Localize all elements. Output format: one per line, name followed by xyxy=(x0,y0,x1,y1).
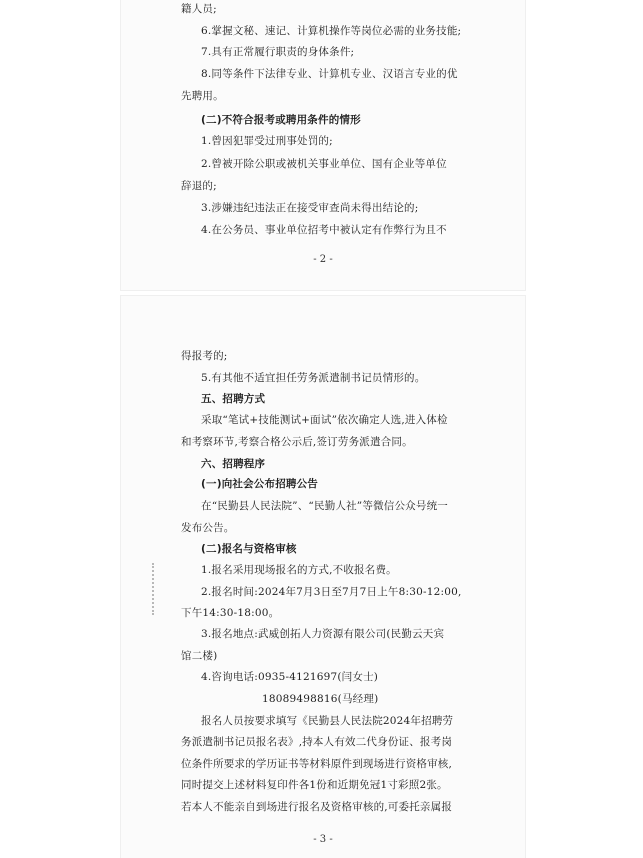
document-page-3 xyxy=(121,296,525,858)
text-line: 采取“笔试+技能测试+面试”依次确定人选,进入体检 xyxy=(201,414,448,426)
text-line: 辞退的; xyxy=(181,180,217,192)
page-number: - 2 - xyxy=(313,254,333,265)
text-line: 3.涉嫌违纪违法正在接受审查尚未得出结论的; xyxy=(201,202,419,214)
text-line: 1.报名采用现场报名的方式,不收报名费。 xyxy=(201,564,397,576)
text-line: 18089498816(马经理) xyxy=(262,693,379,705)
text-line: 先聘用。 xyxy=(181,90,224,102)
text-line: 若本人不能亲自到场进行报名及资格审核的,可委托亲属报 xyxy=(181,801,453,813)
section-heading: 六、招聘程序 xyxy=(201,458,266,470)
document-page-2 xyxy=(121,0,525,290)
text-line: 8.同等条件下法律专业、计算机专业、汉语言专业的优 xyxy=(201,68,458,80)
text-line: 得报考的; xyxy=(181,350,228,362)
section-heading: (二)报名与资格审核 xyxy=(201,543,297,555)
text-line: 1.曾因犯罪受过刑事处罚的; xyxy=(201,135,333,147)
text-line: 在“民勤县人民法院”、“民勤人社”等微信公众号统一 xyxy=(201,500,448,512)
page-number: - 3 - xyxy=(313,834,333,845)
section-heading: (一)向社会公布招聘公告 xyxy=(201,478,318,490)
text-line: 7.具有正常履行职责的身体条件; xyxy=(201,46,355,58)
binding-mark-decoration xyxy=(152,563,160,615)
text-line: 4.在公务员、事业单位招考中被认定有作弊行为且不 xyxy=(201,224,447,236)
text-line: 4.咨询电话:0935-4121697(闫女士) xyxy=(201,671,379,683)
text-line: 2.曾被开除公职或被机关事业单位、国有企业等单位 xyxy=(201,158,447,170)
text-line: 报名人员按要求填写《民勤县人民法院2024年招聘劳 xyxy=(201,715,454,727)
text-line: 下午14:30-18:00。 xyxy=(181,607,280,619)
text-line: 5.有其他不适宜担任劳务派遣制书记员情形的。 xyxy=(201,372,426,384)
text-line: 3.报名地点:武威创拓人力资源有限公司(民勤云天宾 xyxy=(201,628,445,640)
text-line: 2.报名时间:2024年7月3日至7月7日上午8:30-12:00, xyxy=(201,586,462,598)
text-line: 和考察环节,考察合格公示后,签订劳务派遣合同。 xyxy=(181,436,413,448)
section-heading: 五、招聘方式 xyxy=(201,393,266,405)
text-line: 发布公告。 xyxy=(181,522,235,534)
text-line: 6.掌握文秘、速记、计算机操作等岗位必需的业务技能; xyxy=(201,25,462,37)
text-line: 同时提交上述材料复印件各1份和近期免冠1寸彩照2张。 xyxy=(181,779,448,791)
section-heading: (二)不符合报考或聘用条件的情形 xyxy=(201,114,361,126)
text-line: 务派遣制书记员报名表》,持本人有效二代身份证、报考岗 xyxy=(181,736,453,748)
text-line: 位条件所要求的学历证书等材料原件到现场进行资格审核, xyxy=(181,758,453,770)
text-line: 馆二楼) xyxy=(181,650,218,662)
text-line: 籍人员; xyxy=(181,3,217,15)
